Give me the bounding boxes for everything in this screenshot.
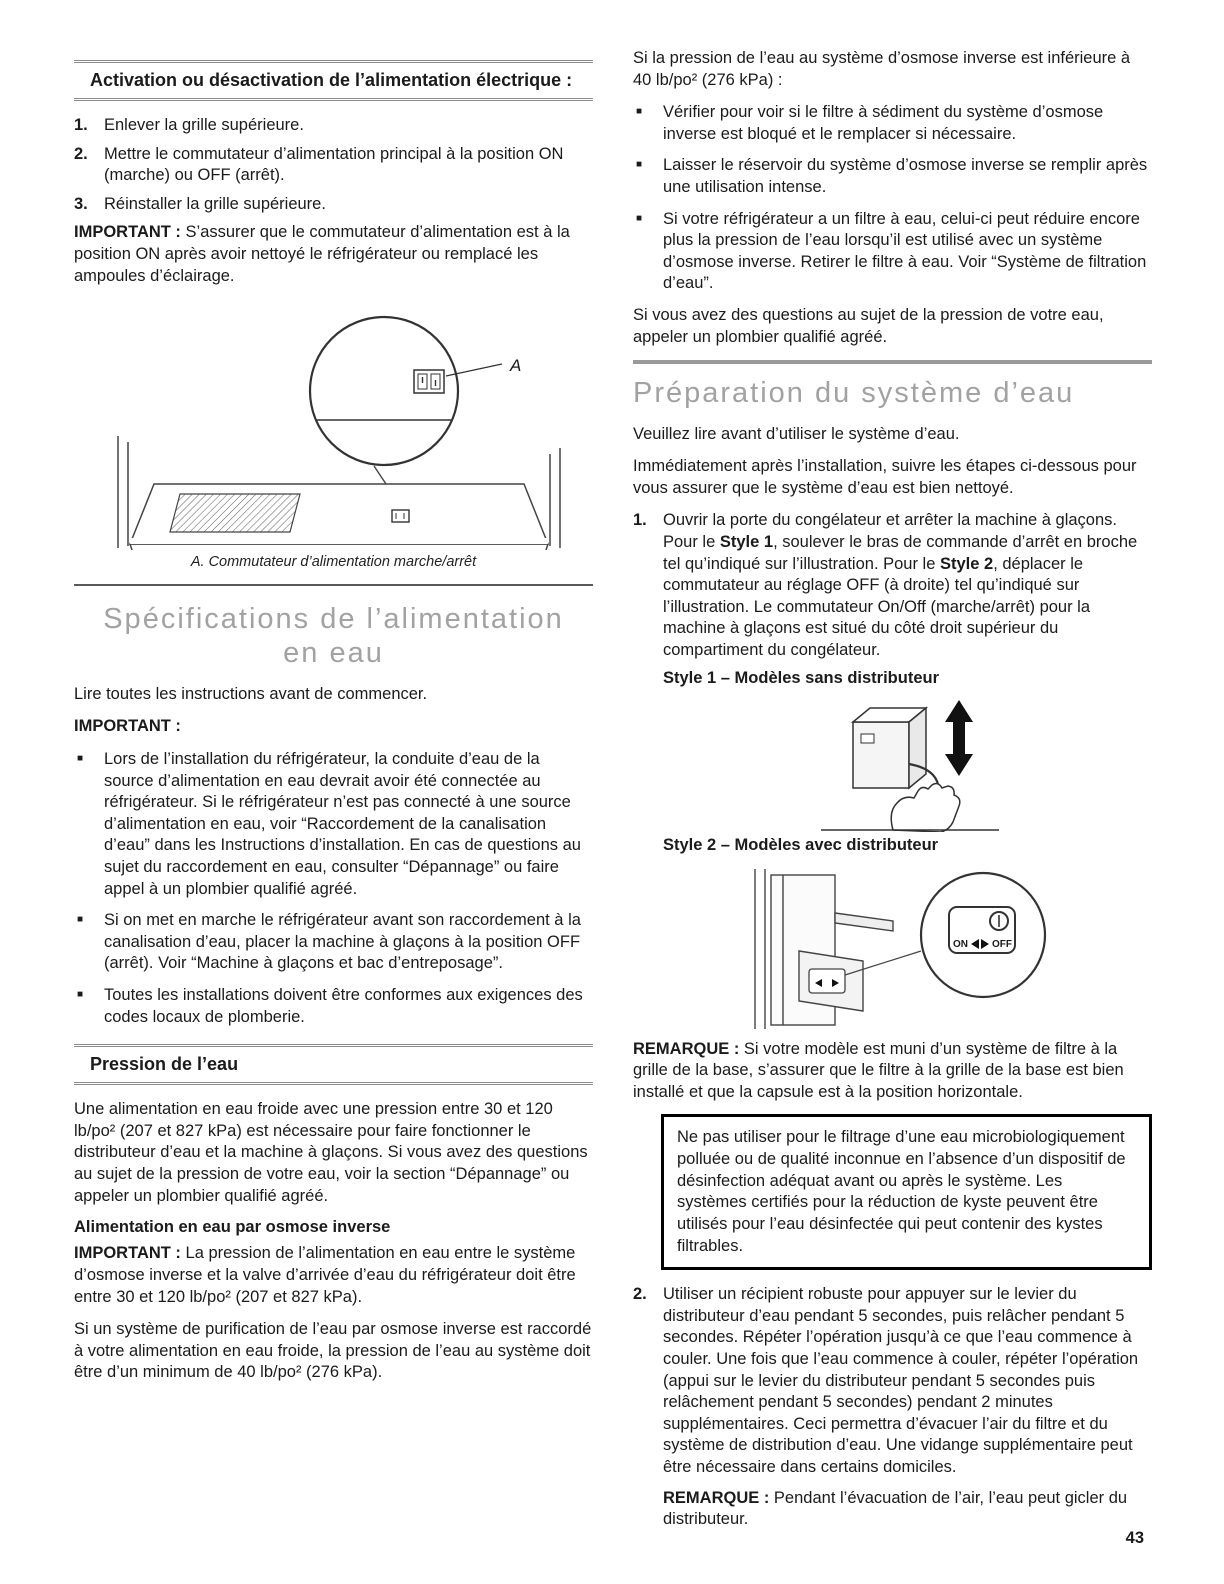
bullet-item: [633, 209, 1152, 295]
list-number: 1.: [74, 116, 88, 134]
remark-text: Pendant l’évacuation de l’air, l’eau peut gicler du distributeur.: [663, 1488, 1128, 1529]
onoff-switch-illustration: [743, 863, 1073, 1035]
important-label: IMPORTANT :: [74, 1244, 181, 1263]
vent-grille: [170, 494, 300, 532]
remark-text: Si votre modèle est muni d’un système de filtre à la grille de la base, s’assurer que le filtre à la grille de la base est bien installé et que la capsule est à la position horizontale.: [633, 1039, 1124, 1101]
hand-illustration: [891, 783, 960, 831]
on-label: ON: [952, 938, 968, 950]
section-heading-preparation: Préparation du système d’eau: [633, 377, 1075, 410]
bullet-text: Lors de l’installation du réfrigérateur, la conduite d’eau de la source d’alimentation en eau devrait avoir été connectée au réfrigérateur. Si le réfrigérateur n’est pas connecté à une source d’alimentation en eau, voir “Raccordement de la canalisation d’eau” dans les Instructions d’installation. En cas de questions au sujet du raccordement en eau, consulter “Dépannage” ou faire appel à un plombier qualifié agréé.: [104, 749, 581, 898]
bullet-icon: ■: [636, 212, 643, 224]
specs-intro: Lire toutes les instructions avant de commencer.: [74, 684, 428, 703]
page-number: 43: [1125, 1529, 1144, 1547]
remark-note: [663, 1488, 1152, 1531]
style2-figure: [663, 863, 1152, 1035]
up-down-arrow-icon: [945, 700, 973, 776]
list-item: [633, 1284, 1152, 1542]
bullet-item: [633, 102, 1152, 145]
important-note: [74, 222, 593, 287]
style1-title: Style 1 – Modèles sans distributeur: [663, 668, 940, 687]
bullet-icon: ■: [77, 989, 84, 1001]
list-number: 2.: [633, 1285, 647, 1304]
right-column: [633, 48, 1152, 1549]
list-item: [74, 115, 593, 137]
list-item: [633, 510, 1152, 661]
bullet-icon: ■: [77, 914, 84, 926]
figure-caption: A. Commutateur d’alimentation marche/arrêt: [190, 554, 477, 571]
remark-label: REMARQUE :: [633, 1039, 740, 1058]
bullet-text: Toutes les installations doivent être conformes aux exigences des codes locaux de plomberie.: [104, 986, 583, 1026]
list-text: [663, 1284, 1152, 1542]
off-label: OFF: [991, 938, 1012, 950]
prep-intro-2: Immédiatement après l’installation, suivre les étapes ci-dessous pour vous assurer que le système d’eau est bien nettoyé.: [633, 457, 1137, 497]
list-number: 3.: [74, 194, 88, 213]
section-divider: [74, 584, 593, 586]
bullet-icon: ■: [636, 159, 643, 171]
icemaker-module: [799, 951, 863, 1011]
list-item: [74, 144, 593, 187]
pressure-body-2: Si un système de purification de l’eau par osmose inverse est raccordé à votre alimentation en eau froide, la pression de l’eau au système doit être d’un minimum de 40 lb/po² (276 kPa).: [74, 1320, 592, 1382]
figure-a-label: A: [509, 356, 521, 376]
switch-small-icon: [392, 510, 409, 522]
important-text: La pression de l’alimentation en eau entre le système d’osmose inverse et la valve d’arrivée d’eau du réfrigérateur doit être entre 30 et 120 lb/po² (207 et 827 kPa).: [74, 1244, 576, 1306]
cabinet-top: [118, 436, 560, 550]
bullet-item: [74, 985, 593, 1028]
section-title-activation: Activation ou désactivation de l’alimentation électrique :: [74, 60, 593, 101]
bullet-item: [633, 155, 1152, 198]
list-text: Réinstaller la grille supérieure.: [104, 194, 326, 213]
icemaker-box: [853, 708, 926, 788]
section-title-pressure: Pression de l’eau: [74, 1044, 593, 1085]
bullet-text: Si on met en marche le réfrigérateur avant son raccordement à la canalisation d’eau, placer la machine à glaçons à la position OFF (arrêt). Voir “Machine à glaçons et bac d’entreposage”.: [104, 911, 581, 973]
bullet-text: Vérifier pour voir si le filtre à sédiment du système d’osmose inverse est bloqué et le remplacer si nécessaire.: [663, 103, 1104, 143]
style1-figure: [663, 696, 1152, 832]
important-label: IMPORTANT :: [74, 223, 181, 242]
osmose-outro: Si vous avez des questions au sujet de la pression de votre eau, appeler un plombier qualifié agréé.: [633, 306, 1104, 346]
icemaker-arm-illustration: [793, 696, 1023, 832]
pressure-body: Une alimentation en eau froide avec une pression entre 30 et 120 lb/po² (207 et 827 kPa) est nécessaire pour faire fonctionner le distributeur d’eau et la machine à glaçons. Si vous avez des questions au sujet de la pression de votre eau, voir la section “Dépannage” ou appeler un plombier qualifié agréé.: [74, 1100, 588, 1205]
prep-intro-1: Veuillez lire avant d’utiliser le système d’eau.: [633, 424, 960, 443]
bullet-item: [74, 910, 593, 975]
section-heading-specs: Spécifications de l’alimentation en eau: [103, 603, 564, 670]
bullet-text: Laisser le réservoir du système d’osmose inverse se remplir après une utilisation intense.: [663, 156, 1148, 197]
list-text: Mettre le commutateur d’alimentation principal à la position ON (marche) ou OFF (arrêt).: [104, 144, 564, 185]
remark-label: REMARQUE :: [663, 1488, 770, 1507]
style2-title: Style 2 – Modèles avec distributeur: [663, 835, 939, 854]
warning-box: Ne pas utiliser pour le filtrage d’une eau microbiologiquement polluée ou de qualité inconnue en l’absence d’un dispositif de désinfection adéquat avant ou après le système. Les systèmes certifiés pour la réduction de kyste peuvent être utilisés pour l’eau désinfectée qui peut contenir des kystes filtrables.: [661, 1114, 1152, 1270]
important-note: [74, 1243, 593, 1308]
list-text: Enlever la grille supérieure.: [104, 116, 304, 134]
bullet-item: [74, 749, 593, 900]
osmose-subhead: Alimentation en eau par osmose inverse: [74, 1218, 391, 1237]
onoff-switch-icon: [949, 907, 1015, 953]
list-text: Ouvrir la porte du congélateur et arrêter la machine à glaçons. Pour le Style 1, soulever le bras de commande d’arrêt en broche tel qu’indiqué sur l’illustration. Pour le Style 2, déplacer le commutateur au réglage OFF (à droite) tel qu’indiqué sur l’illustration. Le commutateur On/Off (marche/arrêt) pour la machine à glaçons est situé du côté droit supérieur du compartiment du congélateur.: [663, 511, 1138, 660]
power-switch-illustration: [84, 298, 584, 550]
bullet-text: Si votre réfrigérateur a un filtre à eau, celui-ci peut réduire encore plus la pression de l’eau lorsqu’il est utilisé avec un système d’osmose inverse. Retirer le filtre à eau. Voir “Système de filtration d’eau”.: [663, 209, 1147, 293]
list-number: 2.: [74, 144, 88, 163]
section-divider: [633, 360, 1152, 364]
important-text: S’assurer que le commutateur d’alimentation est à la position ON après avoir nettoyé le réfrigérateur ou remplacé les ampoules d’éclairage.: [74, 223, 570, 285]
power-switch-figure: [74, 298, 593, 550]
bullet-icon: ■: [77, 752, 84, 764]
remark-note: [633, 1039, 1152, 1104]
list-number: 1.: [633, 511, 647, 530]
bullet-icon: ■: [636, 106, 643, 118]
list-item: [74, 194, 593, 216]
osmose-intro: Si la pression de l’eau au système d’osmose inverse est inférieure à 40 lb/po² (276 kPa) :: [633, 49, 1131, 89]
step2-text: Utiliser un récipient robuste pour appuyer sur le levier du distributeur d’eau pendant 5 secondes, puis relâcher pendant 5 secondes. Répéter l’opération jusqu’à ce que l’eau commence à couler. Une fois que l’eau commence à couler, répéter l’opération (appui sur le levier du distributeur pendant 5 secondes puis relâchement pendant 5 secondes) pendant 2 minutes supplémentaires. Ceci permettra d’évacuer l’air du filtre et du système de distribution d’eau. Une vidange supplémentaire peut être nécessaire dans certains domiciles.: [663, 1285, 1139, 1476]
important-label-standalone: IMPORTANT :: [74, 717, 181, 736]
switch-icon: [414, 370, 444, 393]
left-column: [74, 48, 593, 1549]
